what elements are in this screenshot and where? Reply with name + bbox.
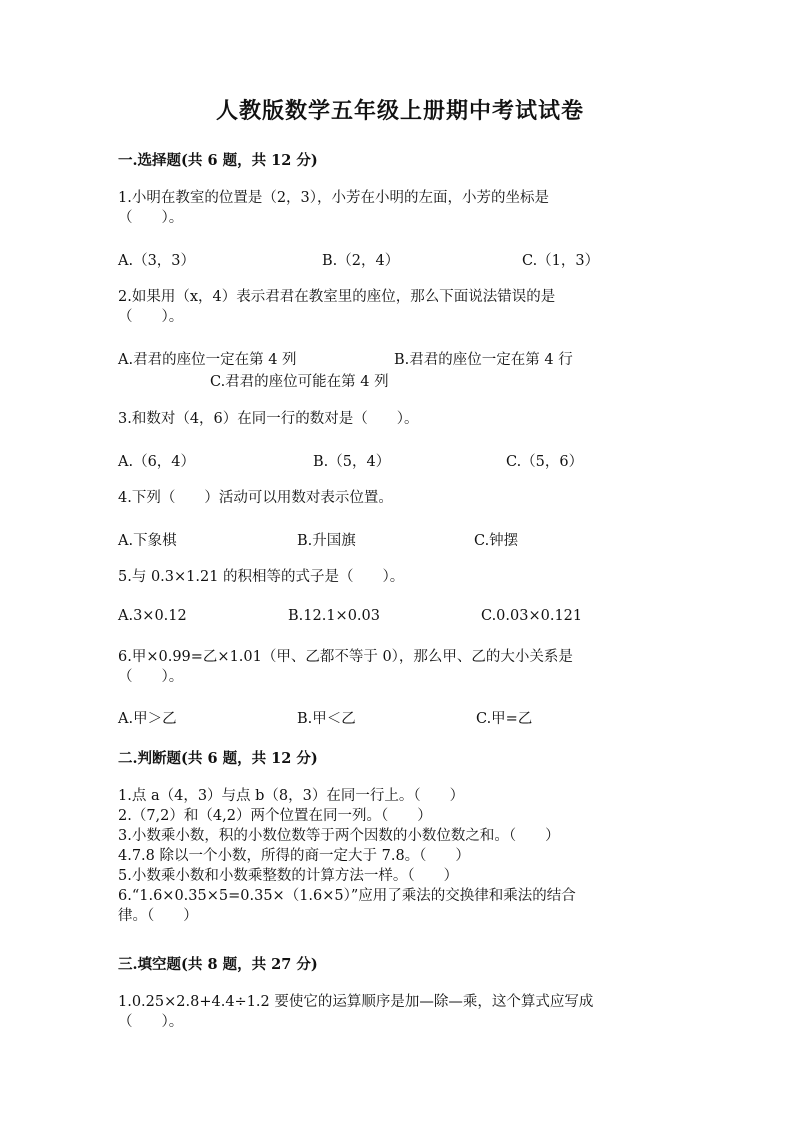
- question-5: 5.与 0.3×1.21 的积相等的式子是（ ）。: [118, 569, 405, 585]
- q6-option-a: A.甲＞乙: [118, 711, 177, 727]
- q1-option-a: A.（3，3）: [118, 253, 196, 269]
- fill-question-1-stem: 1.0.25×2.8+4.4÷1.2 要使它的运算顺序是加—除—乘，这个算式应写成: [118, 994, 594, 1010]
- question-4: 4.下列（ ）活动可以用数对表示位置。: [118, 490, 393, 506]
- fill-question-1-blank: （ ）。: [118, 1014, 184, 1030]
- judge-item: 2.（7,2）和（4,2）两个位置在同一列。（ ）: [118, 808, 432, 824]
- q3-option-c: C.（5，6）: [506, 454, 584, 470]
- judge-item: 3.小数乘小数，积的小数位数等于两个因数的小数位数之和。（ ）: [118, 828, 560, 844]
- q5-option-c: C.0.03×0.121: [481, 608, 583, 624]
- question-2-stem: 2.如果用（x，4）表示君君在教室里的座位，那么下面说法错误的是: [118, 289, 556, 305]
- q2-option-a: A.君君的座位一定在第 4 列: [118, 352, 297, 368]
- q4-option-a: A.下象棋: [118, 533, 177, 549]
- question-2: [118, 287, 698, 327]
- fill-question-1: [118, 992, 698, 1032]
- question-6: [118, 647, 698, 687]
- q3-option-a: A.（6，4）: [118, 454, 196, 470]
- question-3: 3.和数对（4，6）在同一行的数对是（ ）。: [118, 411, 419, 427]
- q3-option-b: B.（5，4）: [313, 454, 391, 470]
- question-6-stem: 6.甲×0.99=乙×1.01（甲、乙都不等于 0），那么甲、乙的大小关系是: [118, 649, 573, 665]
- judge-item-continuation: 律。（ ）: [118, 908, 198, 924]
- judge-item: 1.点 a（4，3）与点 b（8，3）在同一行上。（ ）: [118, 788, 465, 804]
- section-heading-fill: 三.填空题(共 8 题，共 27 分): [118, 956, 318, 973]
- q5-option-a: A.3×0.12: [118, 608, 187, 624]
- q2-option-b: B.君君的座位一定在第 4 行: [394, 352, 573, 368]
- judge-list: [118, 786, 698, 926]
- q6-option-b: B.甲＜乙: [297, 711, 356, 727]
- question-1-stem: 1.小明在教室的位置是（2，3），小芳在小明的左面，小芳的坐标是: [118, 190, 550, 206]
- section-heading-choice: 一.选择题(共 6 题，共 12 分): [118, 152, 318, 169]
- question-2-blank: （ ）。: [118, 309, 184, 325]
- q4-option-b: B.升国旗: [297, 533, 356, 549]
- q4-option-c: C.钟摆: [474, 533, 519, 549]
- q1-option-c: C.（1，3）: [522, 253, 600, 269]
- section-heading-judge: 二.判断题(共 6 题，共 12 分): [118, 750, 318, 767]
- q5-option-b: B.12.1×0.03: [288, 608, 380, 624]
- question-1: [118, 188, 698, 228]
- q1-option-b: B.（2，4）: [322, 253, 400, 269]
- judge-item: 5.小数乘小数和小数乘整数的计算方法一样。（ ）: [118, 868, 459, 884]
- page-title: 人教版数学五年级上册期中考试试卷: [215, 98, 584, 124]
- q6-option-c: C.甲=乙: [476, 711, 533, 727]
- judge-item: 6.“1.6×0.35×5=0.35×（1.6×5）”应用了乘法的交换律和乘法的结合: [118, 888, 576, 904]
- question-6-blank: （ ）。: [118, 669, 184, 685]
- judge-item: 4.7.8 除以一个小数，所得的商一定大于 7.8。（ ）: [118, 848, 470, 864]
- question-1-blank: （ ）。: [118, 210, 184, 226]
- q2-option-c: C.君君的座位可能在第 4 列: [210, 374, 389, 390]
